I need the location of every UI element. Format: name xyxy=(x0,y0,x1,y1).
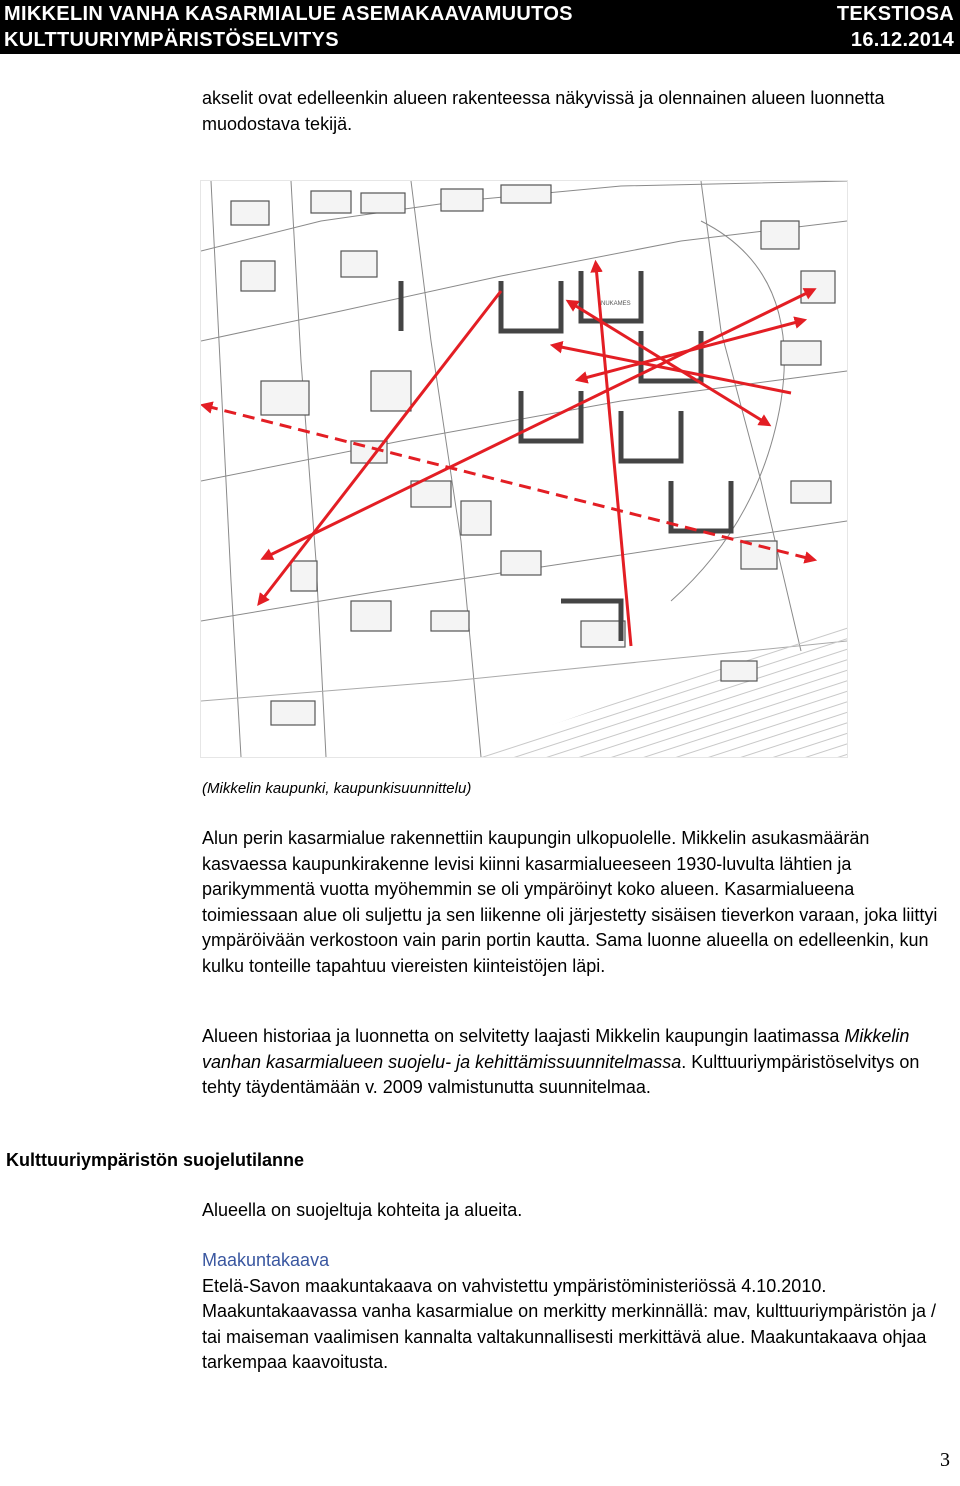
header-title: MIKKELIN VANHA KASARMIALUE ASEMAKAAVAMUUTOS xyxy=(4,3,573,25)
protection-intro: Alueella on suojeltuja kohteita ja alueita. xyxy=(202,1200,523,1220)
document-header xyxy=(0,0,960,54)
page-number: 3 xyxy=(940,1449,950,1471)
maakuntakaava-heading: Maakuntakaava xyxy=(202,1250,330,1270)
maakuntakaava-line2: Maakuntakaavassa vanha kasarmialue on merkitty merkinnällä: mav, kulttuuriympäristön ja / tai maiseman vaalimisen kannalta valtakunnallisesti merkittävä alue. Maakuntakaava ohjaa tarkempaa kaavoitusta. xyxy=(202,1301,936,1372)
plan-paragraph-text-b: . Kulttuuriympäristöselvitys on tehty täydentämään v. 2009 valmistunutta suunnitelmaa. xyxy=(202,1051,920,1097)
plan-paragraph-text-a: Alueen historiaa ja luonnetta on selvitetty laajasti Mikkelin kaupungin laatimassa xyxy=(202,1026,845,1046)
map-barracks xyxy=(401,271,731,641)
intro-paragraph: akselit ovat edelleenkin alueen rakenteessa näkyvissä ja olennainen alueen luonnetta muodostava tekijä. xyxy=(202,88,885,134)
map-buildings xyxy=(231,185,835,725)
plan-paragraph xyxy=(202,1024,954,1101)
map-label: NUKAMES xyxy=(601,301,631,307)
map-svg xyxy=(201,181,847,757)
figure-caption: (Mikkelin kaupunki, kaupunkisuunnittelu) xyxy=(202,780,472,797)
maakuntakaava-line1: Etelä-Savon maakuntakaava on vahvistettu ympäristöministeriössä 4.10.2010. xyxy=(202,1275,827,1296)
site-plan-map xyxy=(200,180,848,758)
plan-document-title: Mikkelin vanhan kasarmialueen suojelu- ja kehittämissuunnitelmassa xyxy=(202,1026,910,1072)
header-date: 16.12.2014 xyxy=(850,29,954,51)
history-paragraph: Alun perin kasarmialue rakennettiin kaupungin ulkopuolelle. Mikkelin asukasmäärän kasvaessa kaupunkirakenne levisi kiinni kasarmialueeseen 1930-luvulta lähtien ja parikymmentä vuotta myöhemmin se oli ympäröinyt koko alueen. Kasarmialueena toimiessaan alue oli suljettu ja sen liikenne oli järjestetty sisäisen tieverkon varaan, joka liittyi ympäröivään verkostoon vain parin portin kautta. Sama luonne alueella on edelleenkin, kun kulku tonteille tapahtuu viereisten kiinteistöjen läpi. xyxy=(202,828,938,976)
section-heading: Kulttuuriympäristön suojelutilanne xyxy=(6,1150,305,1170)
header-section: TEKSTIOSA xyxy=(836,3,954,25)
maakuntakaava-block xyxy=(202,1248,954,1376)
header-subtitle: KULTTUURIYMPÄRISTÖSELVITYS xyxy=(4,29,339,51)
